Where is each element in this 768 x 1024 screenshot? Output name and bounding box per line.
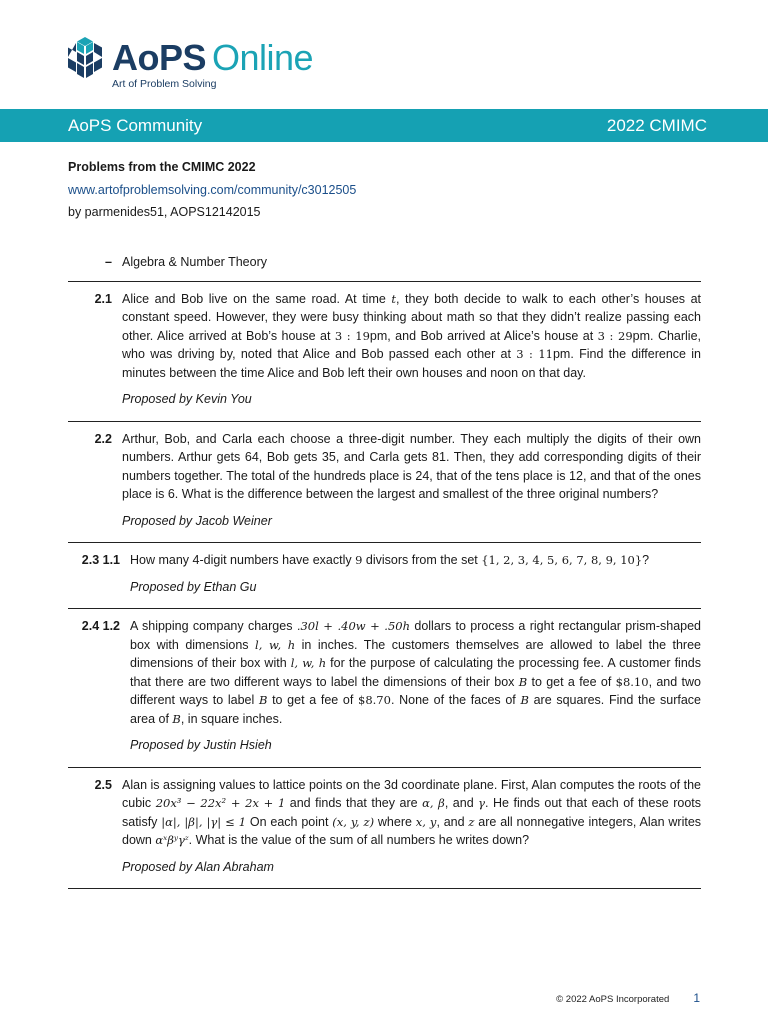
proposer: Proposed by Alan Abraham	[122, 859, 274, 874]
problem-item	[68, 609, 701, 768]
page-footer	[556, 991, 700, 1005]
problem-number: 2.2	[94, 431, 112, 446]
problem-number: 2.5	[94, 777, 112, 792]
problem-text: Alice and Bob live on the same road. At time t, they both decide to walk to each other’s houses at constant speed. However, they were busy thinking about math so that they didn’t realize passing each other. Alice arrived at Bob’s house at 3 : 19pm, and Bob arrived at Alice’s house at 3 : 29pm. Charlie, who was driving by, noted that Alice and Bob passed each other at 3 : 11pm. Find the difference in minutes between the time Alice and Bob left their own houses and noon on that day.	[122, 291, 702, 380]
problem-text: A shipping company charges .30l + .40w + .50h dollars to process a right rectangular prism-shaped box with dimensions l, w, h in inches. The customers themselves are allowed to label the three dimensions of their box with l, w, h for the purpose of calculating the processing fee. A customer finds that there are two different ways to label the dimensions of their box B to get a fee of $8.10, and two different ways to label B to get a fee of $8.70. None of the faces of B are squares. Find the surface area of B, in square inches.	[130, 619, 702, 726]
problem-item	[68, 282, 701, 422]
aops-logo	[66, 36, 313, 90]
problem-list	[68, 252, 701, 889]
contest-label: 2022 CMIMC	[606, 116, 707, 135]
page-number: 1	[693, 991, 700, 1005]
section-heading	[68, 252, 701, 282]
byline: by parmenides51, AOPS12142015	[68, 205, 261, 219]
problem-number: 2.3 1.1	[81, 553, 120, 567]
problem-text: How many 4-digit numbers have exactly 9 divisors from the set {1, 2, 3, 4, 5, 6, 7, 8, 9, 10}?	[130, 553, 650, 567]
logo-brand: AoPS	[112, 37, 207, 78]
proposer: Proposed by Jacob Weiner	[122, 513, 272, 528]
proposer: Proposed by Ethan Gu	[130, 579, 257, 594]
section-marker: –	[105, 255, 112, 269]
problem-item	[68, 422, 701, 544]
section-title: Algebra & Number Theory	[122, 255, 267, 269]
problem-item	[68, 543, 701, 609]
problem-text: Alan is assigning values to lattice points on the 3d coordinate plane. First, Alan computes the roots of the cubic 20x³ − 22x² + 2x + 1 and finds that they are α, β, and γ. He finds out that each of these roots satisfy |α|, |β|, |γ| ≤ 1 On each point (x, y, z) where x, y, and z are all nonnegative integers, Alan writes down αˣβʸγᶻ. What is the value of the sum of all numbers he writes down?	[122, 777, 702, 847]
document-title: Problems from the CMIMC 2022	[68, 160, 256, 174]
proposer: Proposed by Kevin You	[122, 392, 252, 406]
logo-tagline: Art of Problem Solving	[112, 78, 217, 90]
problem-number: 2.4 1.2	[81, 619, 120, 633]
community-label: AoPS Community	[68, 116, 203, 135]
problem-number: 2.1	[94, 291, 112, 306]
aops-cube-icon	[66, 36, 104, 80]
logo-product: Online	[212, 37, 314, 78]
proposer: Proposed by Justin Hsieh	[130, 738, 272, 752]
header-band	[0, 109, 768, 142]
community-link[interactable]: www.artofproblemsolving.com/community/c3012505	[68, 182, 357, 197]
problem-text: Arthur, Bob, and Carla each choose a three-digit number. They each multiply the digits of their own numbers. Arthur gets 64, Bob gets 35, and Carla gets 81. Then, they add corresponding digits of their numbers together. The total of the hundreds place is 24, that of the tens place is 12, and that of the ones place is 6. What is the difference between the largest and smallest of the three original numbers?	[122, 431, 701, 501]
copyright: © 2022 AoPS Incorporated	[556, 994, 670, 1005]
document-header	[68, 156, 356, 224]
problem-item	[68, 768, 701, 890]
